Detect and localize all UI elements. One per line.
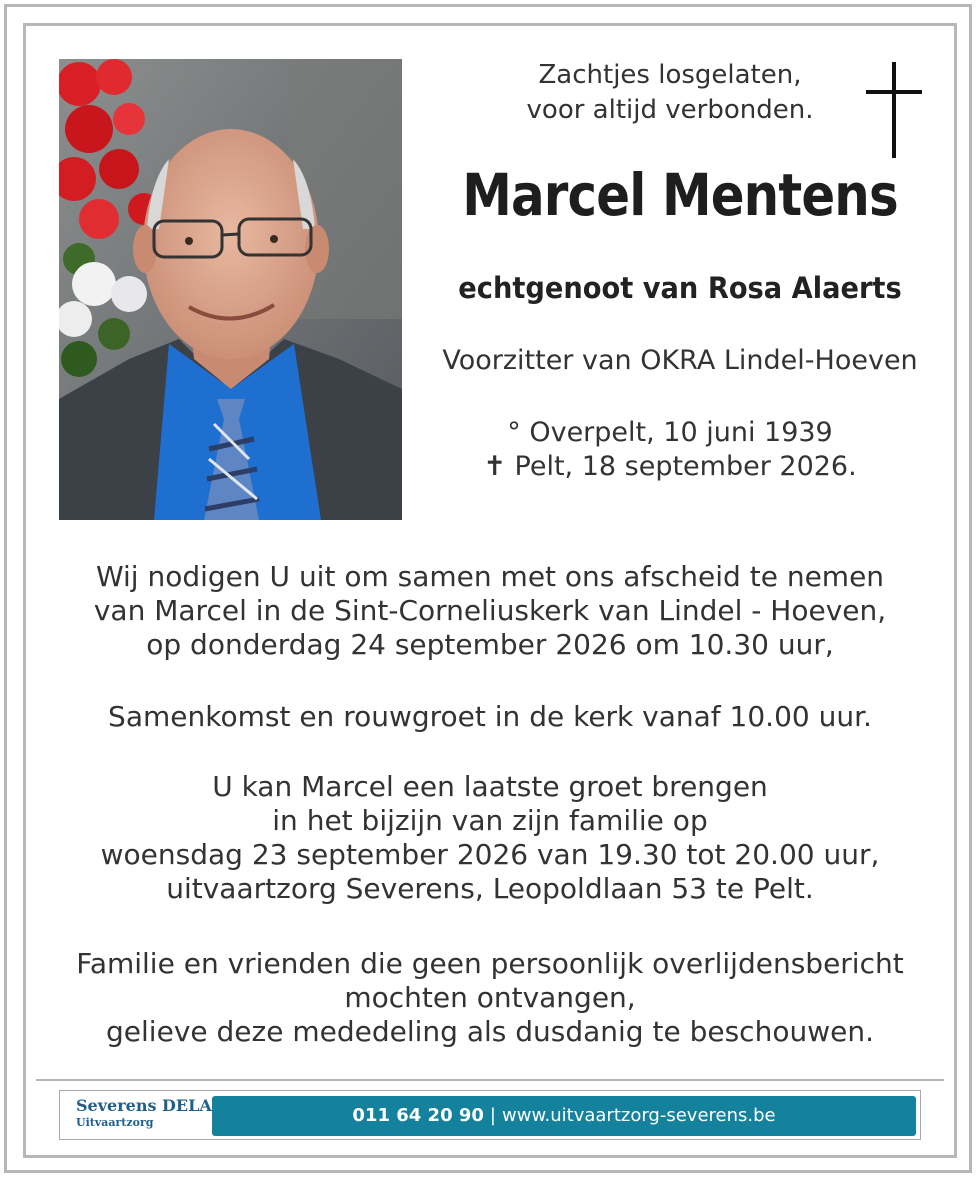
text-line: in het bijzijn van zijn familie op — [272, 804, 708, 837]
invite-paragraph — [40, 560, 940, 662]
motto-line: voor altijd verbonden. — [526, 95, 814, 125]
text-line: Familie en vrienden die geen persoonlijk overlijdensbericht — [76, 947, 904, 980]
cross-icon — [866, 62, 922, 158]
motto — [480, 58, 860, 128]
death-line: ✝ Pelt, 18 september 2026. — [483, 451, 857, 482]
website-link[interactable]: www.uitvaartzorg-severens.be — [502, 1105, 776, 1126]
brand-subtitle: Uitvaartzorg — [76, 1116, 154, 1129]
text-line: mochten ontvangen, — [344, 981, 636, 1014]
text-line: gelieve deze mededeling als dusdanig te beschouwen. — [106, 1015, 874, 1048]
text-line: op donderdag 24 september 2026 om 10.30 uur, — [146, 628, 834, 661]
text-line: Wij nodigen U uit om samen met ons afscheid te nemen — [95, 560, 885, 593]
dates — [400, 416, 940, 484]
text-line: uitvaartzorg Severens, Leopoldlaan 53 te Pelt. — [166, 872, 814, 905]
birth-line: ° Overpelt, 10 juni 1939 — [507, 417, 833, 448]
contact-bar — [212, 1096, 916, 1136]
spouse-line: echtgenoot van Rosa Alaerts — [458, 271, 902, 305]
brand-logo — [76, 1097, 212, 1131]
visit-paragraph — [40, 770, 940, 906]
notice-paragraph — [40, 947, 940, 1049]
brand-name: Severens DELA — [76, 1096, 212, 1115]
motto-line: Zachtjes losgelaten, — [538, 60, 802, 90]
deceased-name: Marcel Mentens — [462, 161, 898, 229]
separator: | — [489, 1105, 496, 1126]
text-line: Samenkomst en rouwgroet in de kerk vanaf 10.00 uur. — [108, 700, 872, 733]
text-line: woensdag 23 september 2026 van 19.30 tot 20.00 uur, — [100, 838, 880, 871]
funeral-home-footer — [59, 1090, 921, 1140]
footer-divider — [36, 1079, 944, 1081]
text-line: van Marcel in de Sint-Corneliuskerk van Lindel - Hoeven, — [93, 594, 887, 627]
text-line: U kan Marcel een laatste groet brengen — [212, 770, 768, 803]
phone-number[interactable]: 011 64 20 90 — [352, 1105, 484, 1126]
gathering-paragraph — [40, 700, 940, 734]
portrait-photo — [59, 59, 402, 520]
role-line: Voorzitter van OKRA Lindel-Hoeven — [442, 345, 918, 376]
